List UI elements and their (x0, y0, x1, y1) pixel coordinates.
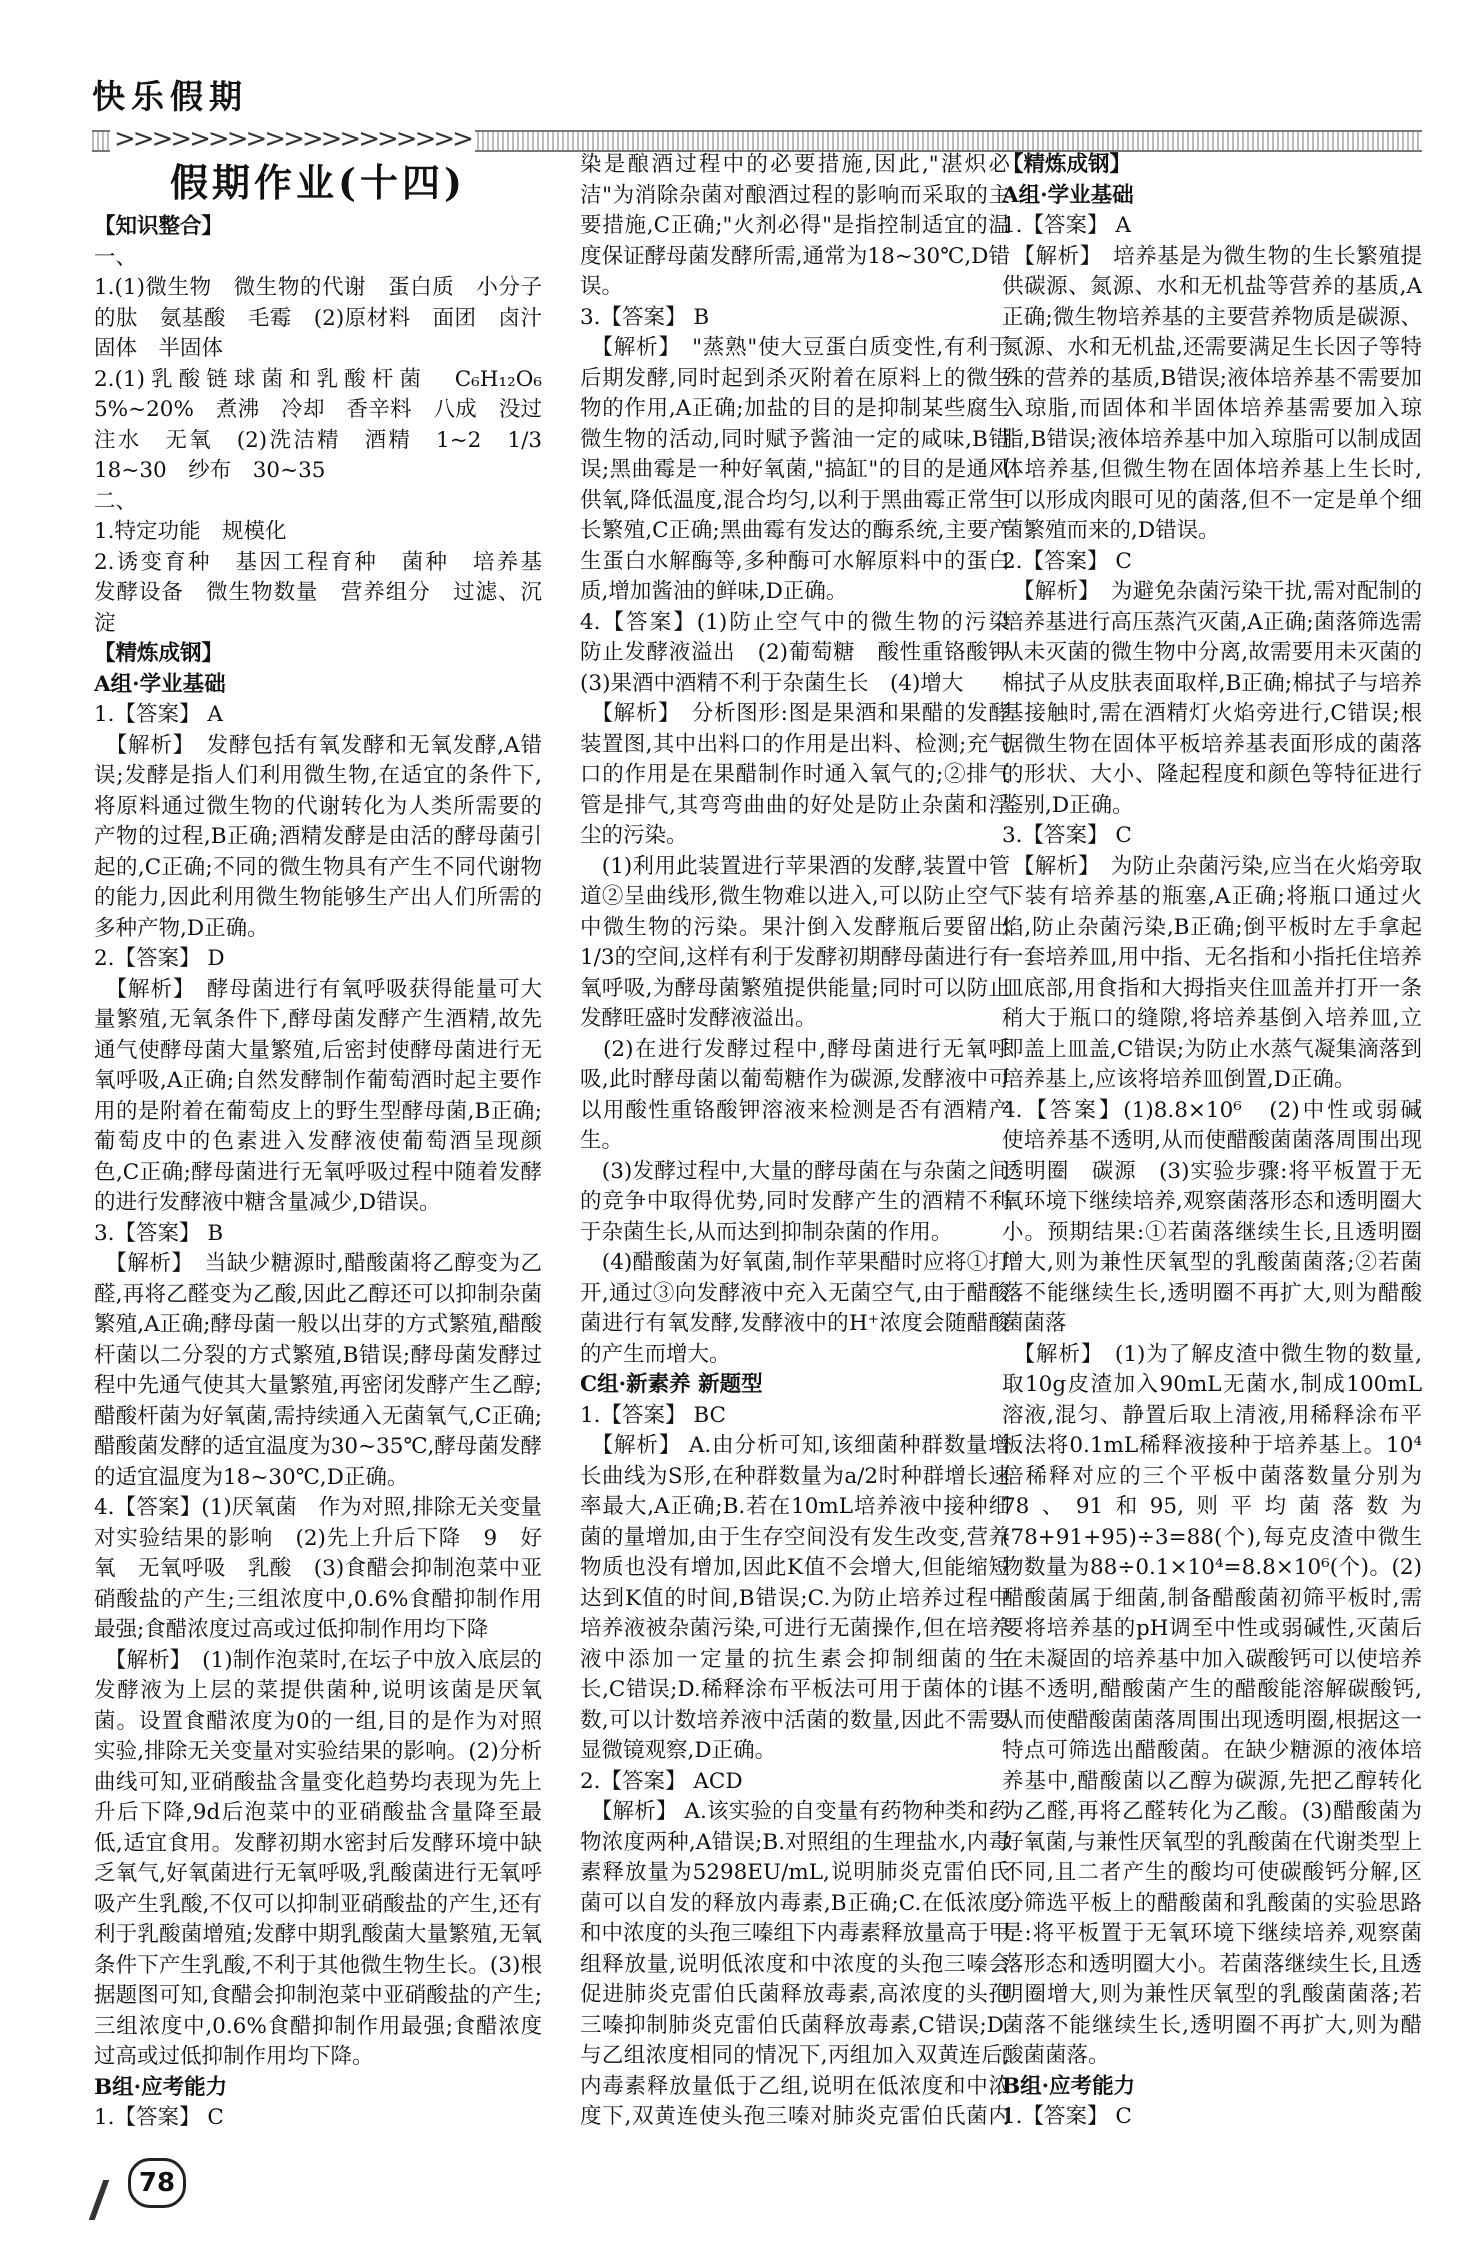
section-title: 假期作业(十四) (170, 160, 466, 205)
answer-text: (4)醋酸菌为好氧菌,制作苹果醋时应将①打开,通过③向发酵液中充入无菌空气,由于醋酸菌进行有氧发酵,发酵液中的H⁺浓度会随醋酸的产生而增大。 (580, 1250, 1010, 1367)
answer-text: 3.【答案】 B (580, 304, 710, 330)
answer-text: 1.【答案】 A (1002, 213, 1131, 238)
header-chevrons: >>>>>>>>>>>>>>>>>>> (110, 124, 475, 155)
section-tag: 【知识整合】 (94, 214, 224, 239)
answer-text: (1)利用此装置进行苹果酒的发酵,装置中管道②呈曲线形,微生物难以进入,可以防止空气中微生物的污染。果汁倒入发酵瓶后要留出1/3的空间,这样有利于发酵初期酵母菌进行有氧呼吸,为酵母菌繁殖提供能量;同时可以防止发酵旺盛时发酵液溢出。 (580, 853, 1010, 1031)
answer-text: 【解析】 (1)为了解皮渣中微生物的数量,取10g皮渣加入90mL无菌水,制成100mL溶液,混匀、静置后取上清液,用稀释涂布平板法将0.1mL稀释液接种于培养基上。10⁴倍稀释对应的三个平板中菌落数量分别为78、91和95,则平均菌落数为(78+91+95)÷3=88(个),每克皮渣中微生物数量为88÷0.1×10⁴=8.8×10⁶(个)。(2)醋酸菌属于细菌,制备醋酸菌初筛平板时,需要将培养基的pH调至中性或弱碱性,灭菌后在未凝固的培养基中加入碳酸钙可以使培养基不透明,醋酸菌产生的醋酸能溶解碳酸钙,从而使醋酸菌菌落周围出现透明圈,根据这一特点可筛选出醋酸菌。在缺少糖源的液体培养基中,醋酸菌以乙醇为碳源,先把乙醇转化为乙醛,再将乙醛转化为乙酸。(3)醋酸菌为好氧菌,与兼性厌氧型的乳酸菌在代谢类型上不同,且二者产生的酸均可使碳酸钙分解,区分筛选平板上的醋酸菌和乳酸菌的实验思路是:将平板置于无氧环境下继续培养,观察菌落形态和透明圈大小。若菌落继续生长,且透明圈增大,则为兼性厌氧型的乳酸菌菌落;若菌落不能继续生长,透明圈不再扩大,则为醋酸菌菌落。 (1002, 1341, 1422, 2068)
header-brand: 快乐假期 (92, 77, 248, 116)
answer-text: 【解析】 分析图形:图是果酒和果醋的发酵装置图,其中出料口的作用是出料、检测;充气口的作用是在果醋制作时通入氧气的;②排气管是排气,其弯弯曲曲的好处是防止杂菌和浮尘的污染。 (580, 701, 1010, 848)
section-tag: 【精炼成钢】 (1002, 152, 1132, 177)
column-left (94, 150, 542, 2130)
group-heading: B组·应考能力 (94, 2074, 228, 2100)
answer-text: (3)发酵过程中,大量的酵母菌在与杂菌之间的竞争中取得优势,同时发酵产生的酒精不利于杂菌生长,从而达到抑制杂菌的作用。 (580, 1158, 1010, 1245)
answer-text: 【解析】 (1)制作泡菜时,在坛子中放入底层的发酵液为上层的菜提供菌种,说明该菌是厌氧菌。设置食醋浓度为0的一组,目的是作为对照实验,排除无关变量对实验结果的影响。(2)分析曲线可知,亚硝酸盐含量变化趋势均表现为先上升后下降,9d后泡菜中的亚硝酸盐含量降至最低,适宜食用。发酵初期水密封后发酵环境中缺乏氧气,好氧菌进行无氧呼吸,乳酸菌进行无氧呼吸产生乳酸,不仅可以抑制亚硝酸盐的产生,还有利于乳酸菌增殖;发酵中期乳酸菌大量繁殖,无氧条件下产生乳酸,不利于其他微生物生长。(3)根据题图可知,食醋会抑制泡菜中亚硝酸盐的产生;三组浓度中,0.6%食醋抑制作用最强;食醋浓度过高或过低抑制作用均下降。 (94, 1647, 542, 2069)
group-heading: B组·应考能力 (1002, 2073, 1136, 2099)
answer-text: 【解析】 A.该实验的自变量有药物种类和药物浓度两种,A错误;B.对照组的生理盐水,内毒素释放量为5298EU/mL,说明肺炎克雷伯氏菌可以自发的释放内毒素,B正确;C.在低浓度和中浓度的头孢三嗪组下内毒素释放量高于甲组释放量,说明低浓度和中浓度的头孢三嗪会促进肺炎克雷伯氏菌释放毒素,高浓度的头孢三嗪抑制肺炎克雷伯氏菌释放毒素,C错误;D.与乙组浓度相同的情况下,丙组加入双黄连后,内毒素释放量低于乙组,说明在低浓度和中浓度下,双黄连使头孢三嗪对肺炎克雷伯氏菌内 (580, 1799, 1010, 2129)
answer-text: 【解析】 为避免杂菌污染干扰,需对配制的培养基进行高压蒸汽灭菌,A正确;菌落筛选需从未灭菌的微生物中分离,故需要用未灭菌的棉拭子从皮肤表面取样,B正确;棉拭子与培养基接触时,需在酒精灯火焰旁进行,C错误;根据微生物在固体平板培养基表面形成的菌落的形状、大小、隆起程度和颜色等特征进行鉴别,D正确。 (1002, 579, 1422, 818)
answer-text: 1.特定功能 规模化 (94, 519, 287, 544)
answer-text: 4.【答案】(1)8.8×10⁶ (2)中性或弱碱 使培养基不透明,从而使醋酸菌菌落周围出现透明圈 碳源 (3)实验步骤:将平板置于无氧环境下继续培养,观察菌落形态和透明圈大小。预期结果:①若菌落继续生长,且透明圈增大,则为兼性厌氧型的乳酸菌菌落;②若菌落不能继续生长,透明圈不再扩大,则为醋酸菌菌落 (1002, 1097, 1422, 1336)
page-number: 78 (128, 2158, 186, 2208)
answer-text: 2.【答案】 C (1002, 548, 1132, 574)
answer-text: 一、 (94, 244, 138, 270)
answer-text: 1.(1)微生物 微生物的代谢 蛋白质 小分子的肽 氨基酸 毛霉 (2)原材料 面团 卤汁 固体 半固体 (94, 275, 542, 361)
answer-text: 【解析】 酵母菌进行有氧呼吸获得能量可大量繁殖,无氧条件下,酵母菌发酵产生酒精,故先通气使酵母菌大量繁殖,后密封使酵母菌进行无氧呼吸,A正确;自然发酵制作葡萄酒时起主要作用的是附着在葡萄皮上的野生型酵母菌,B正确;葡萄皮中的色素进入发酵液使葡萄酒呈现颜色,C正确;酵母菌进行无氧呼吸过程中随着发酵的进行发酵液中糖含量减少,D错误。 (94, 976, 542, 1215)
column-right (1002, 150, 1422, 2130)
answer-text: 【解析】 发酵包括有氧发酵和无氧发酵,A错误;发酵是指人们利用微生物,在适宜的条件下,将原料通过微生物的代谢转化为人类所需要的产物的过程,B正确;酒精发酵是由活的酵母菌引起的,C正确;不同的微生物具有产生不同代谢物的能力,因此利用微生物能够生产出人们所需的多种产物,D正确。 (94, 732, 542, 941)
answer-text: 【解析】 A.由分析可知,该细菌种群数量增长曲线为S形,在种群数量为a/2时种群增长速率最大,A正确;B.若在10mL培养液中接种细菌的量增加,由于生存空间没有发生改变,营养物质也没有增加,因此K值不会增大,但能缩短达到K值的时间,B错误;C.为防止培养过程中培养液被杂菌污染,可进行无菌操作,但在培养液中添加一定量的抗生素会抑制细菌的生长,C错误;D.稀释涂布平板法可用于菌体的计数,可以计数培养液中活菌的数量,因此不需要显微镜观察,D正确。 (580, 1433, 1010, 1763)
answer-text: 染是酿酒过程中的必要措施,因此,"湛炽必洁"为消除杂菌对酿酒过程的影响而采取的主要措施,C正确;"火剂必得"是指控制适宜的温度保证酵母菌发酵所需,通常为18~30℃,D错误。 (580, 152, 1010, 299)
answer-text: 【解析】 "蒸熟"使大豆蛋白质变性,有利于后期发酵,同时起到杀灭附着在原料上的微生物的作用,A正确;加盐的目的是抑制某些腐生微生物的活动,同时赋予酱油一定的咸味,B错误;黑曲霉是一种好氧菌,"搞缸"的目的是通风供氧,降低温度,混合均匀,以利于黑曲霉正常生长繁殖,C正确;黑曲霉有发达的酶系统,主要产生蛋白水解酶等,多种酶可水解原料中的蛋白质,增加酱油的鲜味,D正确。 (580, 335, 1010, 604)
answer-text: 2.【答案】 D (94, 946, 225, 971)
group-heading: C组·新素养 新题型 (580, 1372, 763, 1397)
answer-text: 1.【答案】 C (94, 2105, 224, 2130)
answer-text: 3.【答案】 B (94, 1220, 224, 1246)
answer-text: 4.【答案】(1)厌氧菌 作为对照,排除无关变量对实验结果的影响 (2)先上升后下降 9 好氧 无氧呼吸 乳酸 (3)食醋会抑制泡菜中亚硝酸盐的产生;三组浓度中,0.6%食醋抑制作用最强;食醋浓度过高或过低抑制作用均下降 (94, 1495, 542, 1642)
answer-text: 2.(1)乳酸链球菌和乳酸杆菌 C₆H₁₂O₆ 5%~20% 煮沸 冷却 香辛料 八成 没过 注水 无氧 (2)洗洁精 酒精 1~2 1/3 18~30 纱布 30~35 (94, 366, 542, 483)
answer-text: (2)在进行发酵过程中,酵母菌进行无氧呼吸,此时酵母菌以葡萄糖作为碳源,发酵液中可以用酸性重铬酸钾溶液来检测是否有酒精产生。 (580, 1036, 1010, 1153)
answer-text: 4.【答案】(1)防止空气中的微生物的污染 防止发酵液溢出 (2)葡萄糖 酸性重铬酸钾 (3)果酒中酒精不利于杂菌生长 (4)增大 (580, 609, 1010, 696)
section-tag: 【精炼成钢】 (94, 641, 224, 666)
group-heading: A组·学业基础 (94, 671, 226, 697)
group-heading: A组·学业基础 (1002, 182, 1134, 208)
answer-text: 2.诱变育种 基因工程育种 菌种 培养基 发酵设备 微生物数量 营养组分 过滤、沉淀 (94, 549, 542, 636)
answer-text: 【解析】 培养基是为微生物的生长繁殖提供碳源、氮源、水和无机盐等营养的基质,A正确;微生物培养基的主要营养物质是碳源、氮源、水和无机盐,还需要满足生长因子等特殊的营养的基质,B错误;液体培养基不需要加入琼脂,而固体和半固体培养基需要加入琼脂,B错误;液体培养基中加入琼脂可以制成固体培养基,但微生物在固体培养基上生长时,可以形成肉眼可见的菌落,但不一定是单个细菌繁殖而来的,D错误。 (1002, 243, 1422, 543)
answer-text: 1.【答案】 BC (580, 1402, 726, 1428)
answer-text: 3.【答案】 C (1002, 823, 1132, 848)
answer-text: 【解析】 为防止杂菌污染,应当在火焰旁取下装有培养基的瓶塞,A正确;将瓶口通过火焰,防止杂菌污染,B正确;倒平板时左手拿起一套培养皿,用中指、无名指和小指托住培养皿底部,用食指和大拇指夹住皿盖并打开一条稍大于瓶口的缝隙,将培养基倒入培养皿,立即盖上皿盖,C错误;为防止水蒸气凝集滴落到培养基上,应该将培养皿倒置,D正确。 (1002, 853, 1422, 1092)
answer-text: 【解析】 当缺少糖源时,醋酸菌将乙醇变为乙醛,再将乙醛变为乙酸,因此乙醇还可以抑制杂菌繁殖,A正确;酵母菌一般以出芽的方式繁殖,醋酸杆菌以二分裂的方式繁殖,B错误;酵母菌发酵过程中先通气使其大量繁殖,再密闭发酵产生乙醇;醋酸杆菌为好氧菌,需持续通入无菌氧气,C正确;醋酸菌发酵的适宜温度为30~35℃,酵母菌发酵的适宜温度为18~30℃,D正确。 (94, 1251, 542, 1490)
column-middle (580, 150, 1010, 2130)
answer-text: 2.【答案】 ACD (580, 1768, 743, 1794)
answer-text: 1.【答案】 A (94, 702, 223, 727)
answer-text: 1.【答案】 C (1002, 2104, 1132, 2129)
answer-text: 二、 (94, 488, 138, 514)
